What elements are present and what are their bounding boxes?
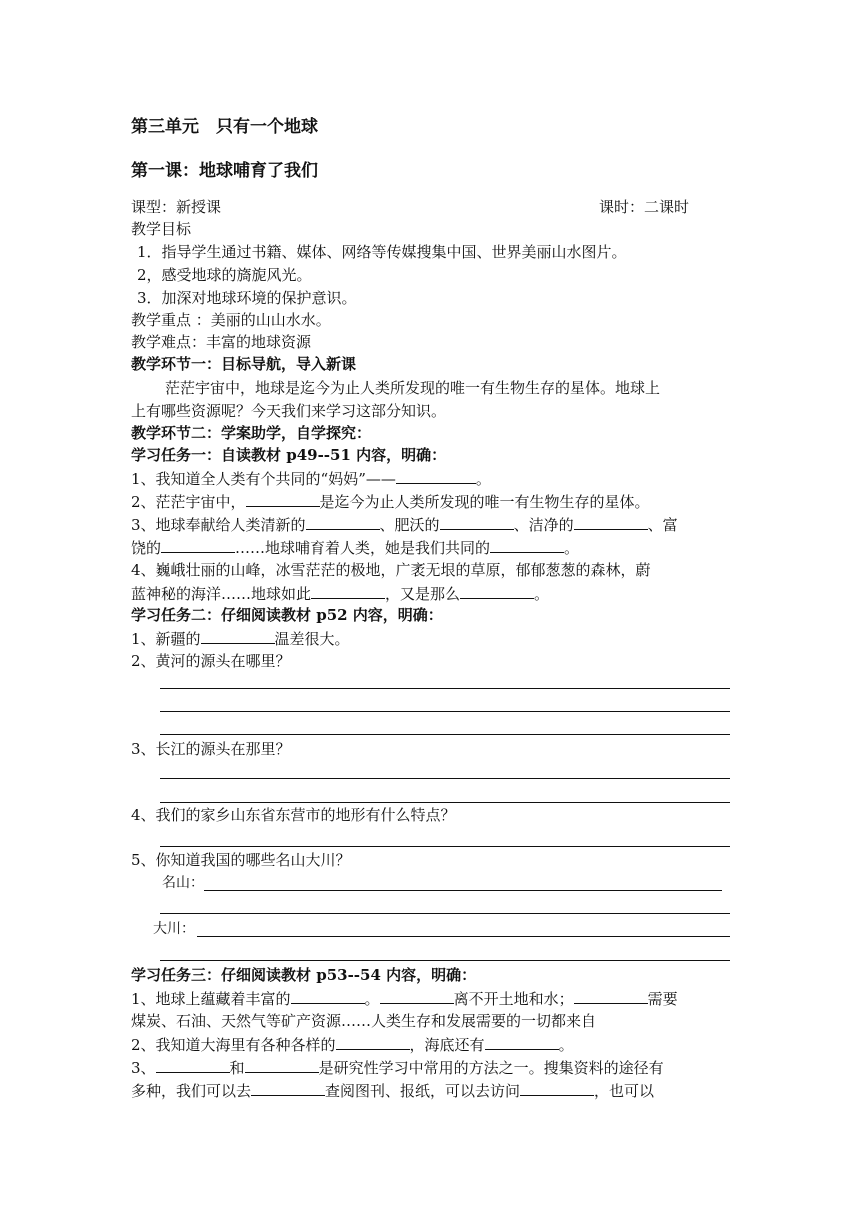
answer-blank[interactable] bbox=[460, 582, 534, 599]
course-type: 课型：新授课 bbox=[131, 198, 222, 216]
goal-item: 3．加深对地球环境的保护意识。 bbox=[137, 289, 357, 307]
answer-blank[interactable] bbox=[161, 536, 235, 553]
answer-line[interactable] bbox=[160, 688, 730, 689]
answer-blank[interactable] bbox=[396, 467, 476, 484]
answer-line[interactable] bbox=[160, 778, 730, 779]
task1-question-4-cont: 蓝神秘的海洋……地球如此 ，又是那么 。 bbox=[131, 582, 731, 605]
answer-blank[interactable] bbox=[520, 1079, 594, 1096]
answer-blank[interactable] bbox=[490, 536, 564, 553]
answer-blank[interactable] bbox=[246, 490, 320, 507]
course-info-row bbox=[131, 196, 731, 218]
answer-line[interactable] bbox=[160, 734, 730, 735]
goal-item: 2，感受地球的旖旎风光。 bbox=[137, 266, 312, 284]
answer-blank[interactable] bbox=[306, 513, 380, 530]
answer-blank[interactable] bbox=[291, 987, 365, 1004]
answer-blank[interactable] bbox=[440, 513, 514, 530]
answer-blank[interactable] bbox=[380, 987, 454, 1004]
answer-line[interactable] bbox=[160, 846, 730, 847]
task3-question-3-cont: 多种，我们可以去 查阅图刊、报纸，可以去访问 ，也可以 bbox=[131, 1079, 731, 1102]
lesson-title: 第一课：地球哺育了我们 bbox=[131, 161, 318, 181]
course-hours: 课时：二课时 bbox=[599, 198, 690, 216]
task2-heading: 学习任务二：仔细阅读教材 p52 内容，明确： bbox=[131, 606, 443, 624]
answer-blank[interactable] bbox=[485, 1033, 559, 1050]
task1-question-1: 1、我知道全人类有个共同的“妈妈”—— 。 bbox=[131, 467, 731, 490]
goal-item: 1．指导学生通过书籍、媒体、网络等传媒搜集中国、世界美丽山水图片。 bbox=[137, 243, 627, 261]
mountain-answer-line[interactable] bbox=[204, 890, 722, 891]
step1-heading: 教学环节一：目标导航，导入新课 bbox=[131, 355, 357, 373]
answer-blank[interactable] bbox=[311, 582, 385, 599]
key-point: 教学重点 ：美丽的山山水水。 bbox=[131, 311, 331, 329]
task2-question-1: 1、新疆的 温差很大。 bbox=[131, 627, 731, 650]
answer-line[interactable] bbox=[160, 711, 730, 712]
step2-heading: 教学环节二：学案助学，自学探究： bbox=[131, 424, 372, 442]
answer-blank[interactable] bbox=[574, 513, 648, 530]
mountain-label: 名山： bbox=[162, 875, 204, 891]
answer-blank[interactable] bbox=[201, 627, 275, 644]
answer-line[interactable] bbox=[160, 802, 730, 803]
task2-question-5: 5、你知道我国的哪些名山大川？ bbox=[131, 851, 351, 869]
task1-question-3-cont: 饶的 ……地球哺育着人类，她是我们共同的 。 bbox=[131, 536, 731, 559]
task3-heading: 学习任务三：仔细阅读教材 p53--54 内容，明确： bbox=[131, 966, 477, 984]
answer-blank[interactable] bbox=[336, 1033, 410, 1050]
step1-text: 上有哪些资源呢？今天我们来学习这部分知识。 bbox=[131, 402, 447, 420]
unit-title: 第三单元 只有一个地球 bbox=[131, 117, 318, 137]
answer-line[interactable] bbox=[160, 913, 730, 914]
task3-question-1-cont: 煤炭、石油、天然气等矿产资源……人类生存和发展需要的一切都来自 bbox=[131, 1012, 597, 1030]
goals-label: 教学目标 bbox=[131, 220, 192, 238]
answer-line[interactable] bbox=[160, 960, 730, 961]
task1-question-2: 2、茫茫宇宙中， 是迄今为止人类所发现的唯一有生物生存的星体。 bbox=[131, 490, 731, 513]
task3-question-1: 1、地球上蕴藏着丰富的 。 离不开土地和水； 需要 bbox=[131, 987, 731, 1010]
task1-heading: 学习任务一：自读教材 p49--51 内容，明确： bbox=[131, 446, 447, 464]
task2-question-3: 3、长江的源头在那里？ bbox=[131, 740, 291, 758]
task2-question-2: 2、黄河的源头在哪里？ bbox=[131, 652, 291, 670]
river-label: 大川： bbox=[153, 921, 195, 937]
task2-question-4: 4、我们的家乡山东省东营市的地形有什么特点？ bbox=[131, 806, 456, 824]
task1-question-3: 3、地球奉献给人类清新的 、肥沃的 、洁净的 、富 bbox=[131, 513, 731, 536]
step1-text: 茫茫宇宙中，地球是迄今为止人类所发现的唯一有生物生存的星体。地球上 bbox=[165, 379, 661, 397]
task3-question-2: 2、我知道大海里有各种各样的 ，海底还有 。 bbox=[131, 1033, 731, 1056]
river-answer-line[interactable] bbox=[197, 936, 730, 937]
answer-blank[interactable] bbox=[156, 1056, 230, 1073]
answer-blank[interactable] bbox=[574, 987, 648, 1004]
answer-blank[interactable] bbox=[251, 1079, 325, 1096]
difficult-point: 教学难点：丰富的地球资源 bbox=[131, 333, 312, 351]
answer-blank[interactable] bbox=[245, 1056, 319, 1073]
task1-question-4: 4、巍峨壮丽的山峰，冰雪茫茫的极地，广袤无垠的草原，郁郁葱葱的森林，蔚 bbox=[131, 561, 651, 579]
task3-question-3: 3、 和 是研究性学习中常用的方法之一。搜集资料的途径有 bbox=[131, 1056, 731, 1079]
